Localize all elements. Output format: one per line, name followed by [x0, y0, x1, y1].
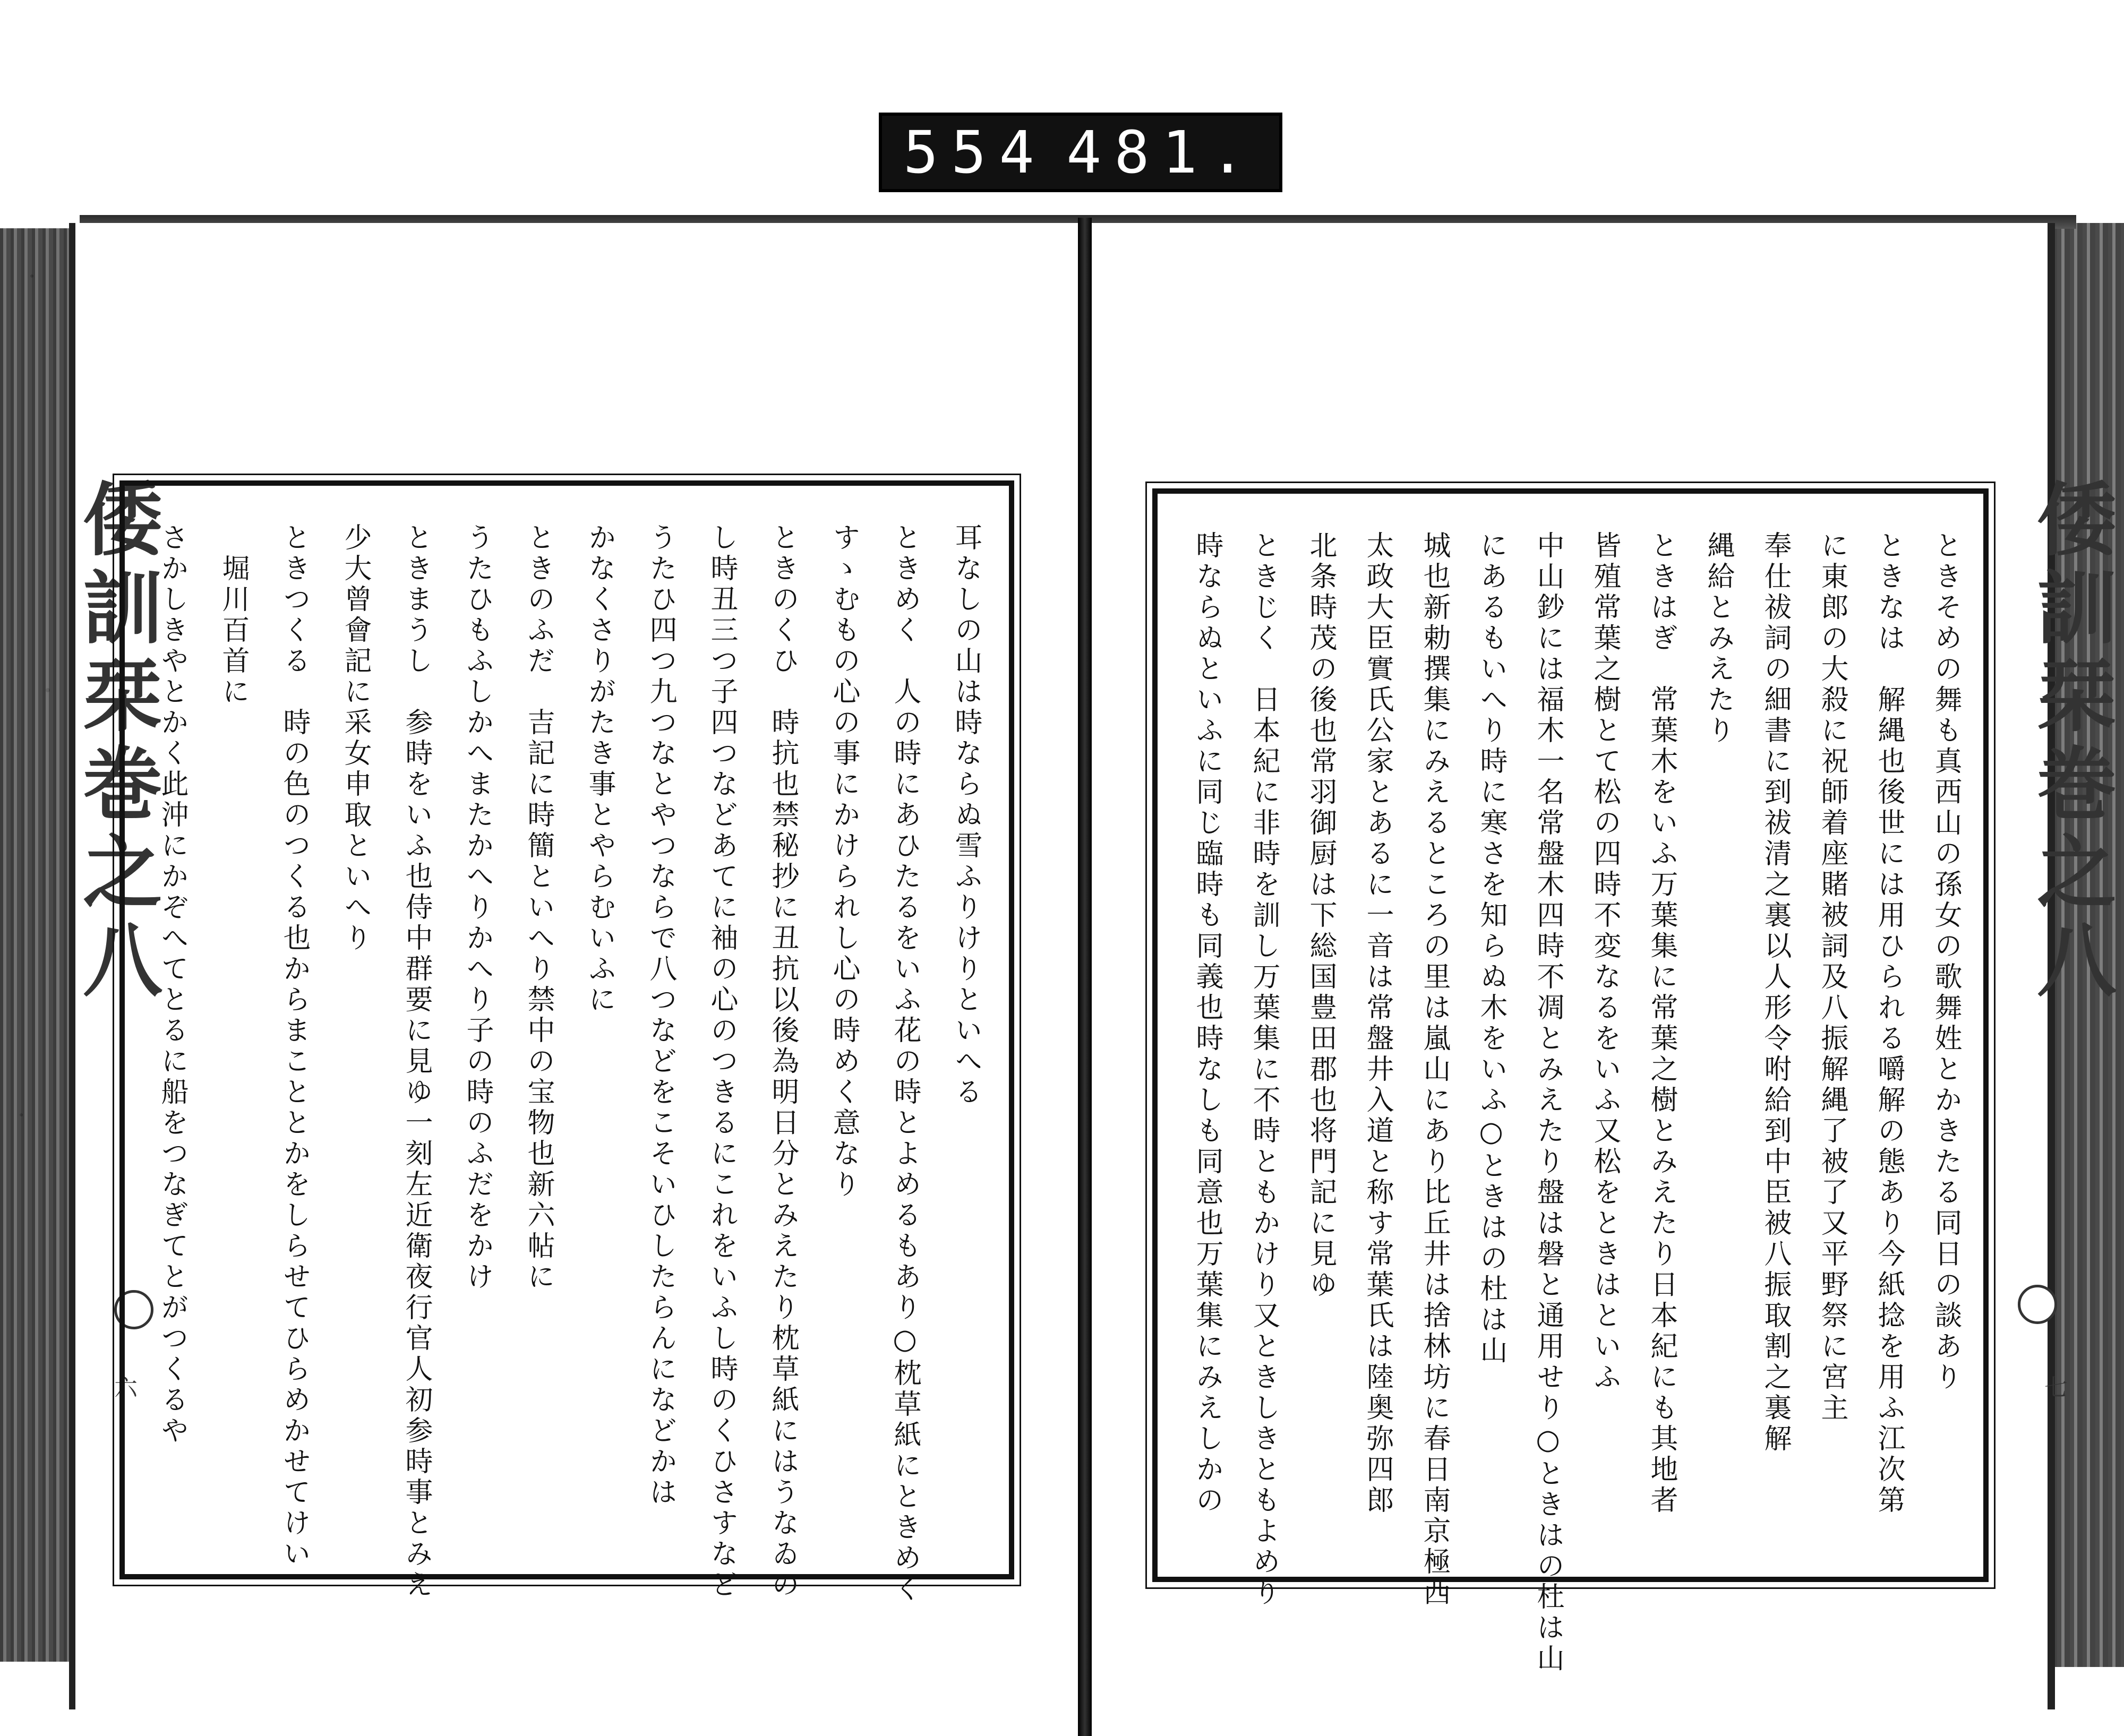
text-column: かなくさりがたき事とやらむいふに — [584, 523, 615, 1016]
text-column: にあるもいへり時に寒さを知らぬ木をいふ○ときはの杜は山 — [1475, 531, 1507, 1367]
right-text-frame — [1152, 488, 1989, 1674]
text-column: さかしきやとかく此沖にかぞへてとるに船をつなぎてとがつくるや — [156, 523, 188, 1447]
archive-number-label — [879, 113, 1282, 192]
text-column: ときまうし 参時をいふ也侍中群要に見ゆ一刻左近衛夜行官人初参時事とみえ — [400, 523, 432, 1601]
text-column: ときつくる 時の色のつくる也からまこととかをしらせてひらめかせてけい — [278, 523, 310, 1570]
right-folio-number: 七 — [2040, 1375, 2067, 1398]
text-column: ときはぎ 常葉木をいふ万葉集に常葉之樹とみえたり日本紀にも其地者 — [1646, 531, 1677, 1516]
text-column: 耳なしの山は時ならぬ雪ふりけりといへる — [950, 523, 982, 1108]
text-column: ときのくひ 時抗也禁秘抄に丑抗以後為明日分とみえたり枕草紙にはうなゐの — [767, 523, 799, 1601]
archive-number-left: 554 — [903, 118, 1047, 186]
text-column: 城也新勅撰集にみえるところの里は嵐山にあり比丘井は捨林坊に春日南京極西 — [1418, 531, 1450, 1609]
text-column: 中山鈔には福木一名常盤木四時不凋とみえたり盤は磐と通用せり○ときはの杜は山 — [1532, 531, 1564, 1674]
text-column: うたひもふしかへまたかへりかへり子の時のふだをかけ — [461, 523, 493, 1293]
text-column: ときなは 解縄也後世には用ひられる嚼解の態あり今紙捻を用ふ江次第 — [1873, 531, 1905, 1516]
text-column: 堀川百首に — [217, 523, 249, 708]
text-column: 北条時茂の後也常羽御厨は下総国豊田郡也将門記に見ゆ — [1305, 531, 1337, 1301]
left-text-frame — [119, 480, 1014, 1605]
text-column: 皆殖常葉之樹とて松の四時不変なるをいふ又松をときはといふ — [1589, 531, 1621, 1393]
text-column: し時丑三つ子四つなどあてに袖の心のつきるにこれをいふし時のくひさすなど — [706, 523, 738, 1601]
text-column: ときじく 日本紀に非時を訓し万葉集に不時ともかけり又ときしきともよめり — [1248, 531, 1280, 1609]
book-gutter — [1078, 218, 1092, 1736]
text-column: 縄給とみえたり — [1702, 531, 1734, 746]
text-column: うたひ四つ九つなとやつならで八つなどをこそいひしたらんになどかは — [645, 523, 676, 1508]
text-column: 時ならぬといふに同じ臨時も同義也時なしも同意也万葉集にみえしかの — [1191, 531, 1223, 1516]
text-column: 太政大臣實氏公家とあるに一音は常盤井入道と称す常葉氏は陸奥弥四郎 — [1361, 531, 1393, 1516]
text-column: すゝむもの心の事にかけられし心の時めく意なり — [828, 523, 860, 1200]
left-folio-number: 六 — [110, 1375, 137, 1398]
archive-number-right: 481. — [1066, 118, 1258, 186]
text-column: に東郎の大殺に祝師着座賭被詞及八振解縄了被了又平野祭に宮主 — [1816, 531, 1848, 1424]
text-column: ときめく 人の時にあひたるをいふ花の時とよめるもあり○枕草紙にときめく — [889, 523, 921, 1605]
right-running-head: 倭訓栞巻之八 — [2023, 478, 2117, 1007]
left-running-head: 倭訓栞巻之八 — [69, 478, 162, 1007]
text-column: 少大曾會記に采女申取といへり — [339, 523, 371, 954]
text-column: ときそめの舞も真西山の孫女の歌舞姓とかきたる同日の談あり — [1930, 531, 1962, 1393]
right-binding-hole — [2018, 1285, 2057, 1324]
text-column: ときのふだ 吉記に時簡といへり禁中の宝物也新六帖に — [523, 523, 554, 1293]
text-column: 奉仕祓詞の細書に到祓清之裏以人形令咐給到中臣被八振取割之裏解 — [1759, 531, 1791, 1455]
